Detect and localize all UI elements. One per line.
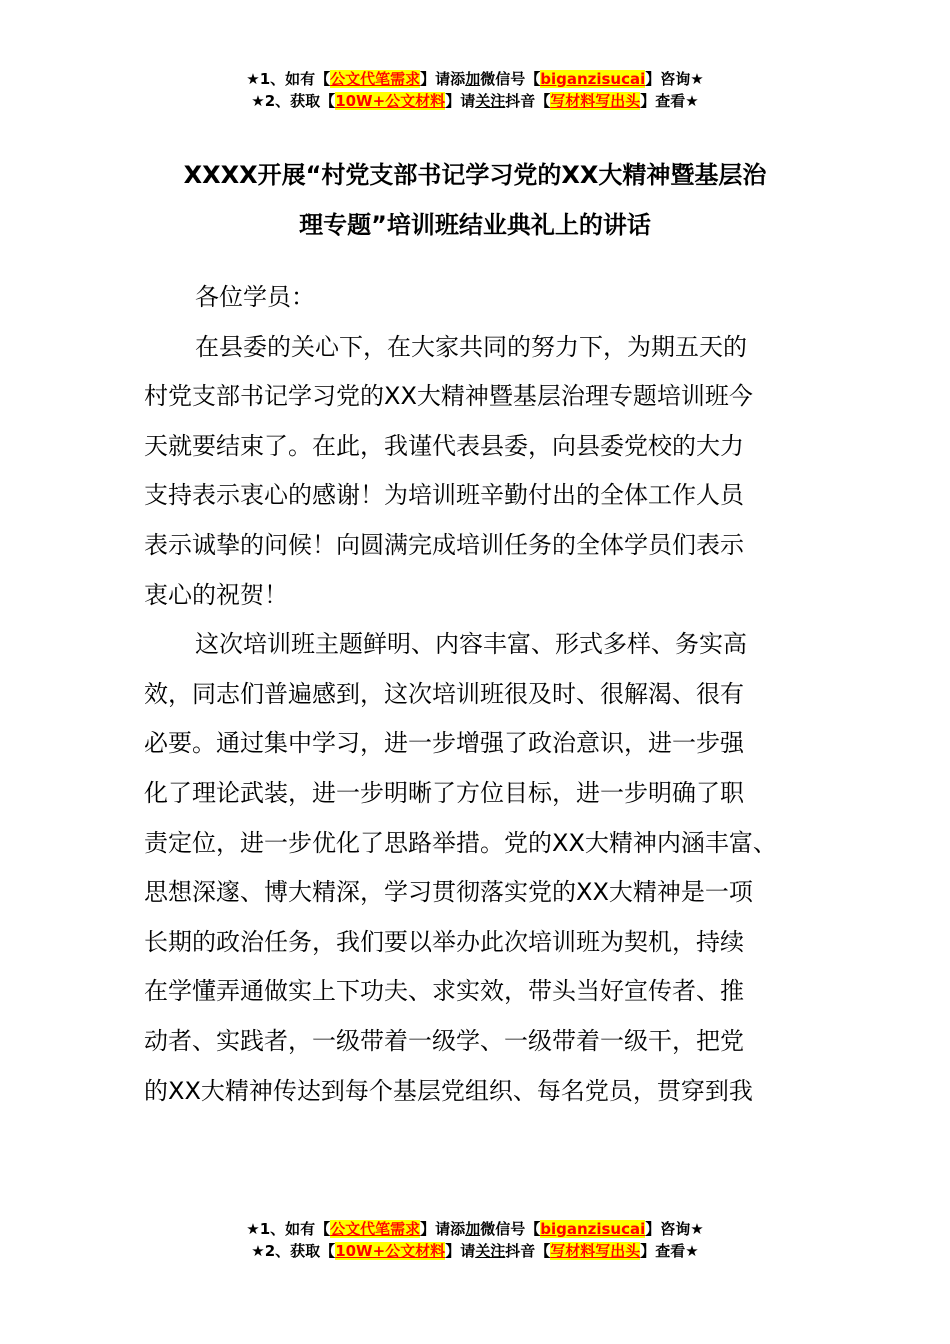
body-line: 支持表示衷心的感谢！为培训班辛勤付出的全体工作人员 bbox=[144, 481, 744, 510]
body-line: 化了理论武装，进一步明晰了方位目标，进一步明确了职 bbox=[144, 778, 744, 807]
body-line: 村党支部书记学习党的XX大精神暨基层治理专题培训班今 bbox=[144, 382, 753, 411]
body-line: 衷心的祝贺！ bbox=[144, 580, 288, 609]
body-line: 在学懂弄通做实上下功夫、求实效，带头当好宣传者、推 bbox=[144, 977, 744, 1006]
materials-highlight: 10W+公文材料 bbox=[335, 1242, 446, 1260]
header-notice-line-2: ★2、获取【10W+公文材料】请关注抖音【写材料写出头】查看★ bbox=[251, 92, 699, 110]
document-body bbox=[144, 273, 824, 1116]
body-line: 思想深邃、博大精深，学习贯彻落实党的XX大精神是一项 bbox=[144, 878, 753, 907]
douyin-id-highlight: 写材料写出头 bbox=[550, 92, 641, 110]
body-line: 在县委的关心下，在大家共同的努力下，为期五天的 bbox=[195, 332, 747, 361]
materials-highlight: 10W+公文材料 bbox=[335, 92, 446, 110]
body-line: 动者、实践者，一级带着一级学、一级带着一级干，把党 bbox=[144, 1026, 744, 1055]
footer-notice bbox=[0, 1218, 950, 1262]
wechat-id-highlight: biganzisucai bbox=[540, 1220, 646, 1238]
body-line: 必要。通过集中学习，进一步增强了政治意识，进一步强 bbox=[144, 729, 744, 758]
body-line: 天就要结束了。在此，我谨代表县委，向县委党校的大力 bbox=[144, 431, 744, 460]
header-notice-line-1: ★1、如有【公文代笔需求】请添加微信号【biganzisucai】咨询★ bbox=[246, 70, 704, 88]
body-line: 的XX大精神传达到每个基层党组织、每名党员，贯穿到我 bbox=[144, 1076, 753, 1105]
title-line-1: XXXX开展“村党支部书记学习党的XX大精神暨基层治 bbox=[183, 161, 767, 189]
body-line: 效，同志们普遍感到，这次培训班很及时、很解渴、很有 bbox=[144, 679, 744, 708]
body-line: 责定位，进一步优化了思路举措。党的XX大精神内涵丰富、 bbox=[144, 828, 777, 857]
footer-notice-line-1: ★1、如有【公文代笔需求】请添加微信号【biganzisucai】咨询★ bbox=[246, 1220, 704, 1238]
document-title bbox=[140, 150, 810, 250]
service-highlight: 公文代笔需求 bbox=[330, 70, 421, 88]
douyin-id-highlight: 写材料写出头 bbox=[550, 1242, 641, 1260]
body-line: 长期的政治任务，我们要以举办此次培训班为契机，持续 bbox=[144, 927, 744, 956]
body-line: 表示诚挚的问候！向圆满完成培训任务的全体学员们表示 bbox=[144, 530, 744, 559]
salutation: 各位学员： bbox=[195, 283, 315, 311]
header-notice bbox=[0, 68, 950, 112]
service-highlight: 公文代笔需求 bbox=[330, 1220, 421, 1238]
title-line-2: 理专题”培训班结业典礼上的讲话 bbox=[299, 211, 651, 239]
wechat-id-highlight: biganzisucai bbox=[540, 70, 646, 88]
footer-notice-line-2: ★2、获取【10W+公文材料】请关注抖音【写材料写出头】查看★ bbox=[251, 1242, 699, 1260]
body-line: 这次培训班主题鲜明、内容丰富、形式多样、务实高 bbox=[195, 630, 747, 659]
